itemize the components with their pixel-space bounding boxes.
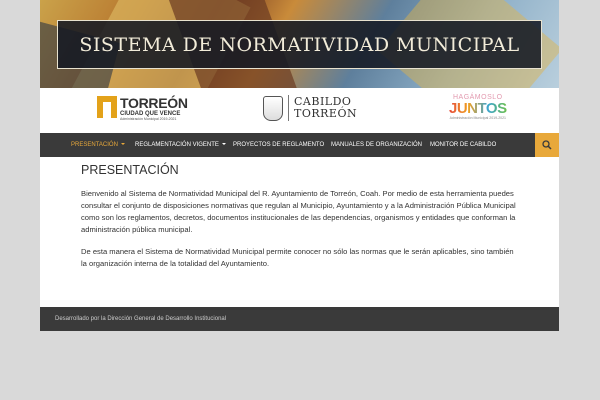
nav-item-proyectos-de-reglamento[interactable] (233, 133, 324, 157)
torreon-logo-small: Administración Municipal 2019-2021 (120, 117, 177, 121)
nav-item-reglamentacion-vigente[interactable] (135, 133, 226, 157)
search-icon (542, 140, 552, 150)
torreon-logo-slogan: CIUDAD QUE VENCE (120, 111, 181, 117)
cabildo-logo[interactable] (263, 95, 357, 121)
logos-bar (40, 88, 559, 133)
nav-item-presentacion[interactable] (71, 133, 125, 157)
header-banner (40, 0, 559, 88)
juntos-logo-small: Administración Municipal 2019-2021 (449, 116, 506, 120)
site-container (40, 0, 559, 331)
main-navigation (40, 133, 559, 157)
torreon-logo-mark-icon (97, 96, 117, 118)
nav-item-manuales-de-organizacion[interactable] (331, 133, 422, 157)
nav-item-monitor-de-cabildo[interactable] (430, 133, 496, 157)
footer-credit: Desarrollado por la Dirección General de Desarrollo Institucional (55, 316, 227, 322)
nav-item-label: MONITOR DE CABILDO (430, 142, 497, 148)
nav-item-label: PRESENTACIÓN (71, 142, 118, 148)
juntos-logo[interactable] (449, 94, 507, 121)
nav-item-label: PROYECTOS DE REGLAMENTO (233, 142, 325, 148)
page-title: PRESENTACIÓN (81, 163, 179, 177)
cabildo-logo-line1: CABILDO (294, 95, 352, 109)
banner-title-box[interactable] (57, 20, 542, 69)
second-paragraph: De esta manera el Sistema de Normatividad Municipal permite conocer no sólo las normas que le serán aplicables, sino también la organización interna de la totalidad del Ayuntamiento. (81, 247, 514, 268)
torreon-logo-name: TORREÓN (120, 95, 188, 111)
main-content (81, 162, 517, 270)
chevron-down-icon (121, 143, 125, 145)
chevron-down-icon (222, 143, 226, 145)
intro-paragraph: Bienvenido al Sistema de Normatividad Municipal del R. Ayuntamiento de Torreón, Coah. Por medio de esta herramienta puedes consultar el conjunto de disposiciones normativas que regulan al Municipio, Ayuntamiento y a la Administración Pública Municipal como son los reglamentos, decretos, documentos institucionales de las dependencias, organismos y entidades que conforman la administración pública municipal. (81, 189, 516, 234)
coat-of-arms-icon (263, 96, 283, 121)
cabildo-logo-line2: TORREÓN (294, 107, 358, 120)
nav-item-label: REGLAMENTACIÓN VIGENTE (135, 142, 219, 148)
search-button[interactable] (535, 133, 559, 157)
juntos-logo-main: JUNTOS (449, 100, 507, 117)
nav-item-label: MANUALES DE ORGANIZACIÓN (331, 142, 423, 148)
logo-divider (288, 95, 289, 121)
juntos-logo-top: HAGÁMOSLO (452, 94, 503, 101)
banner-title: SISTEMA DE NORMATIVIDAD MUNICIPAL (79, 33, 520, 56)
footer (40, 307, 559, 331)
torreon-logo[interactable] (97, 96, 188, 122)
